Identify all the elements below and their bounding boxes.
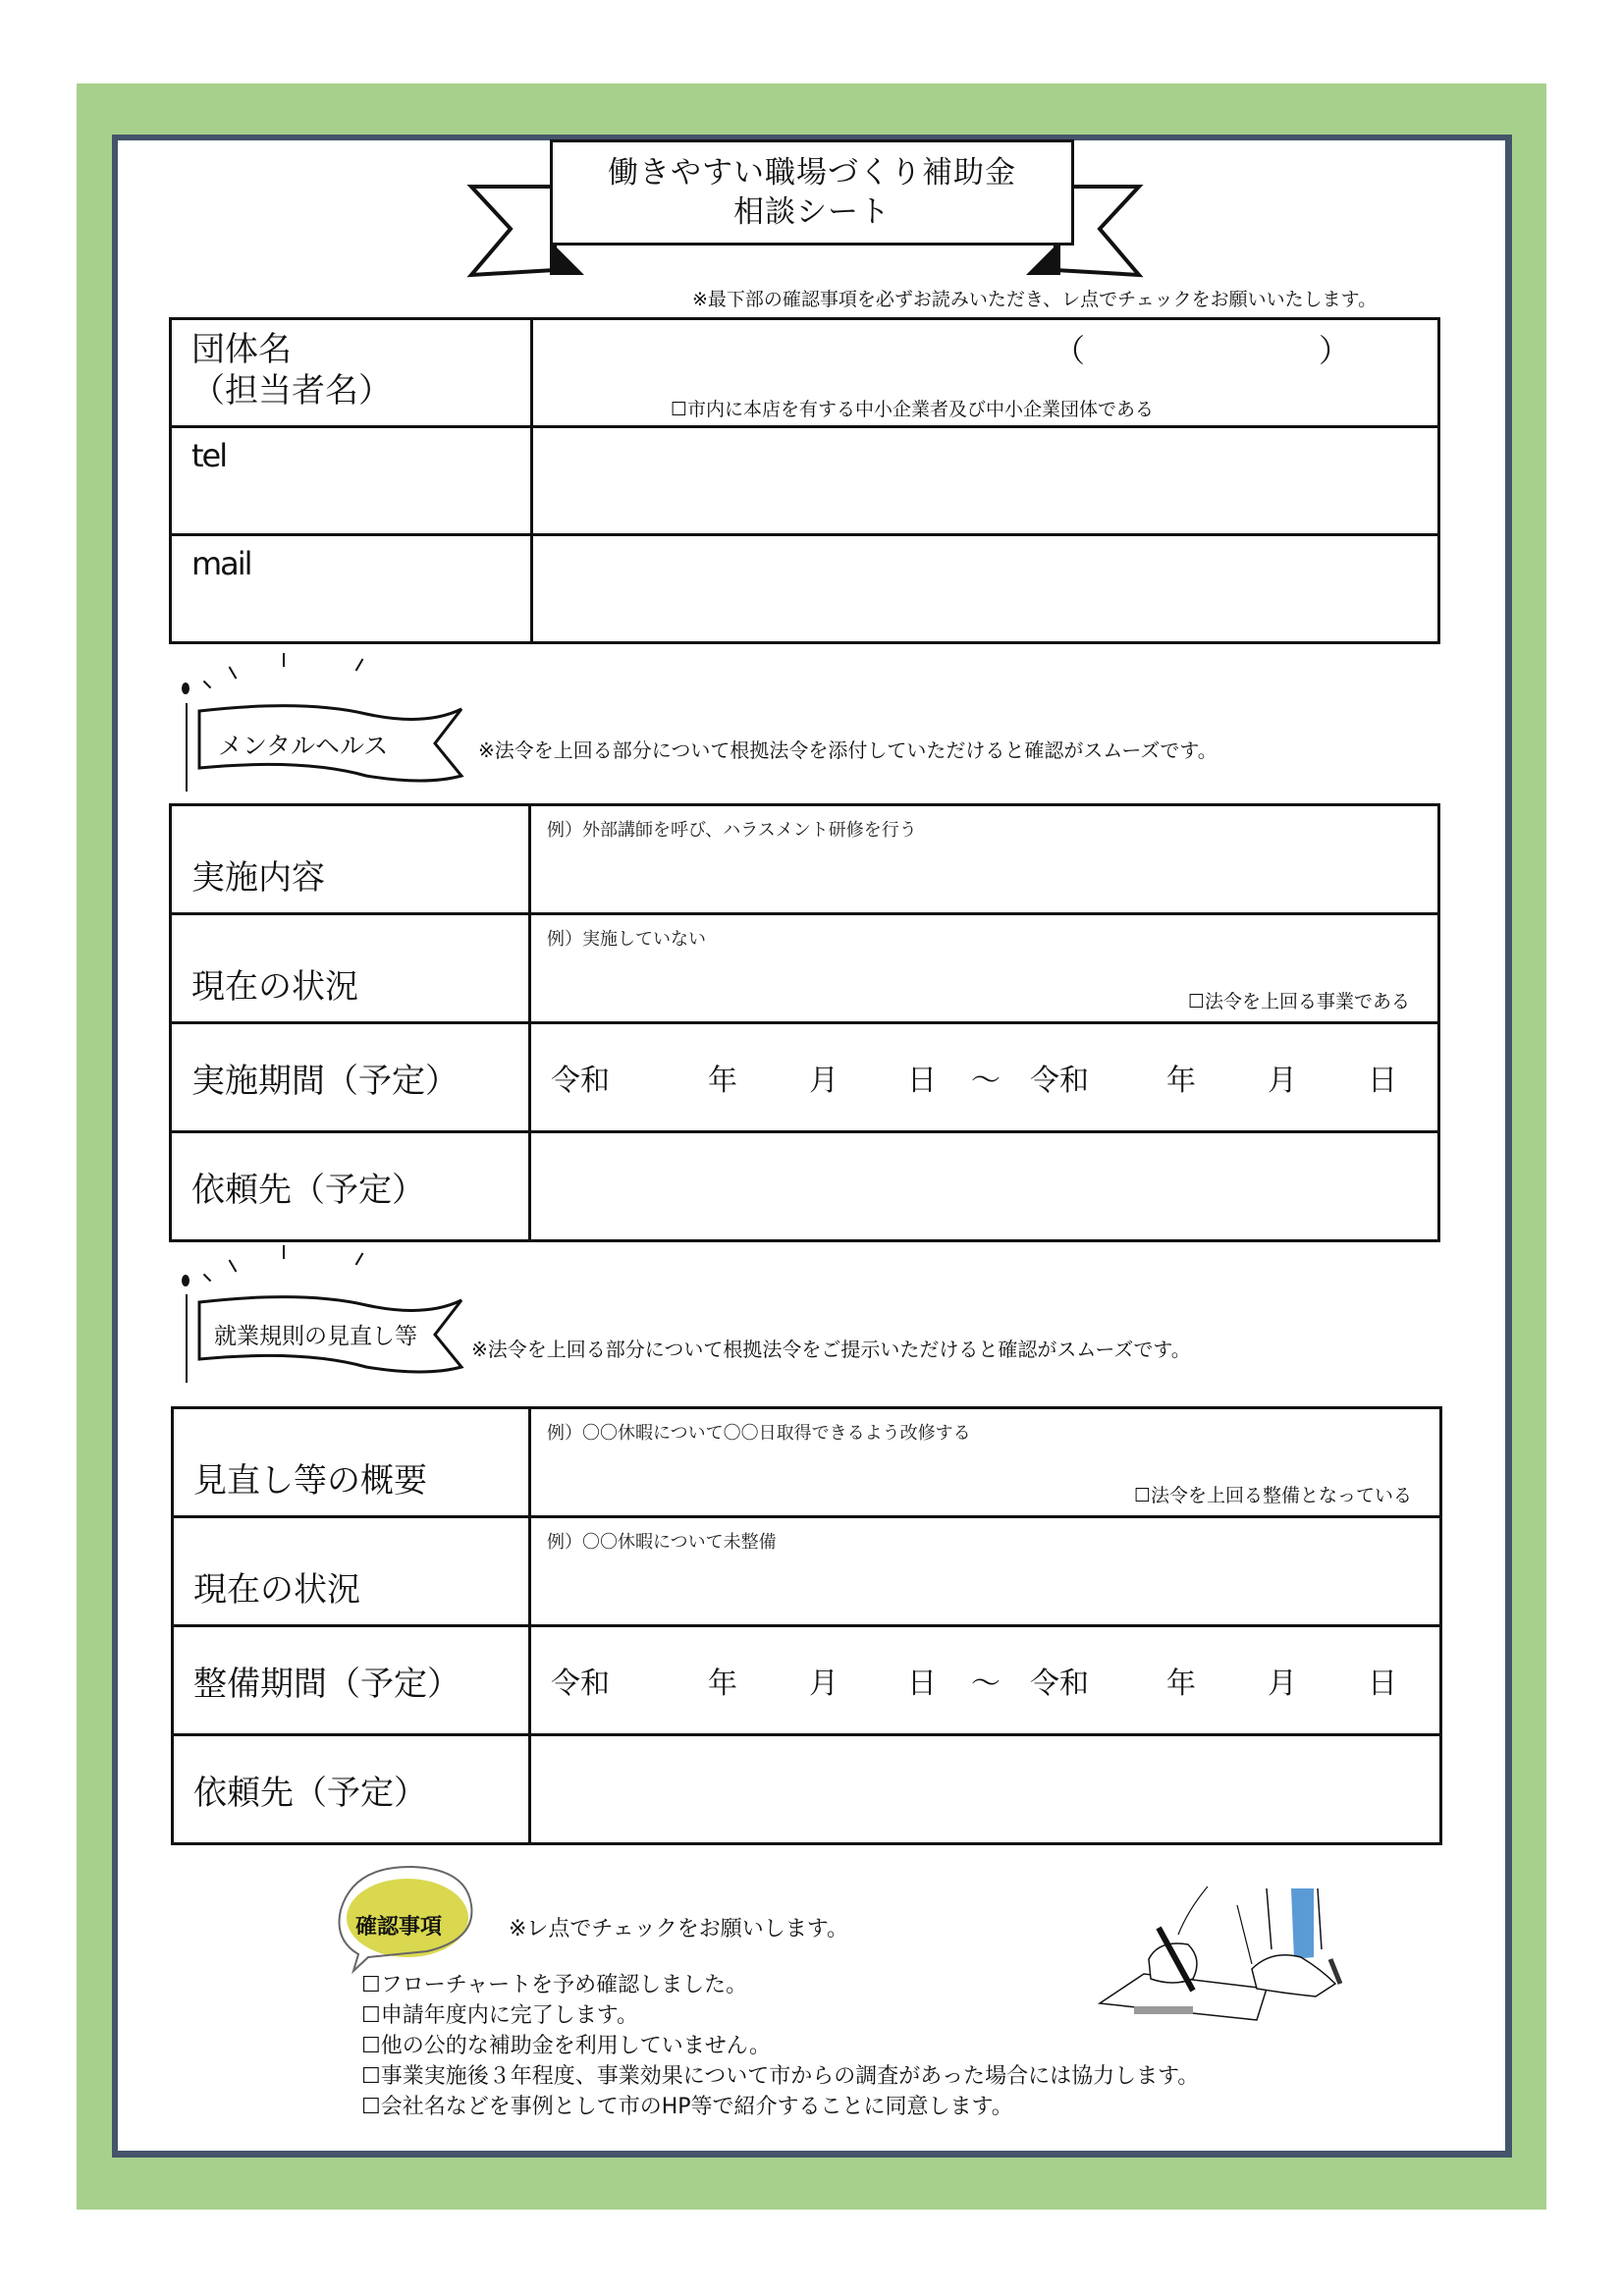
year-start[interactable]: 年 bbox=[708, 1667, 737, 1701]
check-item-complete-in-year[interactable]: ☐申請年度内に完了します。 bbox=[361, 2003, 638, 2028]
rules-contractor-field[interactable] bbox=[530, 1735, 1441, 1844]
month-start[interactable]: 月 bbox=[809, 1667, 839, 1701]
work-rules-note: ※法令を上回る部分について根拠法令をご提示いただけると確認がスムーズです。 bbox=[471, 1338, 1191, 1361]
signing-illustration-icon bbox=[1090, 1881, 1355, 2028]
title-line-2: 相談シート bbox=[733, 194, 891, 230]
period-field[interactable] bbox=[530, 1023, 1439, 1132]
exceeds-law-checkbox[interactable]: ☐法令を上回る事業である bbox=[1187, 991, 1410, 1012]
org-name-label: 団体名 （担当者名） bbox=[171, 319, 532, 427]
tel-field[interactable] bbox=[532, 427, 1439, 535]
section-flag-mental-health: メンタルヘルス bbox=[218, 732, 389, 760]
title-line-1: 働きやすい職場づくり補助金 bbox=[608, 155, 1016, 191]
year-end[interactable]: 年 bbox=[1166, 1667, 1196, 1701]
mental-health-note: ※法令を上回る部分について根拠法令を添付していただけると確認がスムーズです。 bbox=[478, 738, 1217, 762]
status-field[interactable] bbox=[530, 914, 1439, 1023]
flag-dot-icon bbox=[182, 683, 189, 694]
spark-icon bbox=[283, 653, 285, 667]
paren-close: ） bbox=[1319, 332, 1351, 369]
flag-pole-icon bbox=[186, 703, 188, 792]
mental-health-table bbox=[169, 803, 1440, 1242]
tel-label: tel bbox=[171, 427, 532, 535]
content-label: 実施内容 bbox=[171, 805, 530, 914]
confirmation-instruction: ※レ点でチェックをお願いします。 bbox=[509, 1917, 849, 1941]
contractor-field[interactable] bbox=[530, 1132, 1439, 1241]
confirmation-checklist bbox=[361, 1970, 1199, 2122]
status-label: 現在の状況 bbox=[171, 914, 530, 1023]
contractor-label: 依頼先（予定） bbox=[171, 1132, 530, 1241]
rules-status-label: 現在の状況 bbox=[173, 1517, 530, 1626]
day-end[interactable]: 日 bbox=[1368, 1667, 1397, 1701]
section-flag-work-rules: 就業規則の見直し等 bbox=[214, 1324, 417, 1349]
check-item-survey-cooperation[interactable]: ☐事業実施後３年程度、事業効果について市からの調査があった場合には協力します。 bbox=[361, 2064, 1200, 2089]
year-end[interactable]: 年 bbox=[1166, 1064, 1196, 1098]
header-note: ※最下部の確認事項を必ずお読みいただき、レ点でチェックをお願いいたします。 bbox=[692, 289, 1378, 310]
summary-label: 見直し等の概要 bbox=[173, 1408, 530, 1517]
rules-period-label: 整備期間（予定） bbox=[173, 1626, 530, 1735]
year-start[interactable]: 年 bbox=[708, 1064, 737, 1098]
confirmation-badge: 確認事項 bbox=[355, 1915, 443, 1940]
month-start[interactable]: 月 bbox=[809, 1064, 839, 1098]
content-field[interactable] bbox=[530, 805, 1439, 914]
check-item-no-other-subsidy[interactable]: ☐他の公的な補助金を利用していません。 bbox=[361, 2034, 772, 2058]
range-tilde: ～ bbox=[971, 1667, 1001, 1701]
exceeds-law-rules-checkbox[interactable]: ☐法令を上回る整備となっている bbox=[1133, 1485, 1412, 1506]
period-label: 実施期間（予定） bbox=[171, 1023, 530, 1132]
local-sme-checkbox[interactable]: ☐市内に本店を有する中小企業者及び中小企業団体である bbox=[671, 399, 1155, 420]
rules-status-hint: 例）〇〇休暇について未整備 bbox=[547, 1532, 777, 1553]
status-hint: 例）実施していない bbox=[547, 929, 706, 950]
era-start: 令和 bbox=[551, 1667, 610, 1701]
rules-contractor-label: 依頼先（予定） bbox=[173, 1735, 530, 1844]
content-hint: 例）外部講師を呼び、ハラスメント研修を行う bbox=[547, 820, 917, 841]
flag-pole-icon bbox=[186, 1294, 188, 1383]
page-title bbox=[550, 139, 1074, 246]
mail-label: mail bbox=[171, 535, 532, 643]
mail-field[interactable] bbox=[532, 535, 1439, 643]
rules-status-field[interactable] bbox=[530, 1517, 1441, 1626]
check-item-publication-consent[interactable]: ☐会社名などを事例として市のHP等で紹介することに同意します。 bbox=[361, 2095, 1013, 2119]
range-tilde: ～ bbox=[971, 1064, 1001, 1098]
day-start[interactable]: 日 bbox=[907, 1064, 937, 1098]
check-item-flowchart[interactable]: ☐フローチャートを予め確認しました。 bbox=[361, 1973, 748, 1997]
era-start: 令和 bbox=[551, 1064, 610, 1098]
org-name-field[interactable] bbox=[532, 319, 1439, 427]
rules-period-field[interactable] bbox=[530, 1626, 1441, 1735]
era-end: 令和 bbox=[1030, 1667, 1089, 1701]
month-end[interactable]: 月 bbox=[1268, 1667, 1297, 1701]
day-end[interactable]: 日 bbox=[1368, 1064, 1397, 1098]
summary-field[interactable] bbox=[530, 1408, 1441, 1517]
flag-dot-icon bbox=[182, 1275, 189, 1286]
spark-icon bbox=[283, 1245, 285, 1259]
paren-open: （ bbox=[1054, 332, 1086, 369]
applicant-table bbox=[169, 317, 1440, 644]
era-end: 令和 bbox=[1030, 1064, 1089, 1098]
work-rules-table bbox=[171, 1406, 1442, 1845]
day-start[interactable]: 日 bbox=[907, 1667, 937, 1701]
summary-hint: 例）〇〇休暇について〇〇日取得できるよう改修する bbox=[547, 1423, 971, 1444]
month-end[interactable]: 月 bbox=[1268, 1064, 1297, 1098]
